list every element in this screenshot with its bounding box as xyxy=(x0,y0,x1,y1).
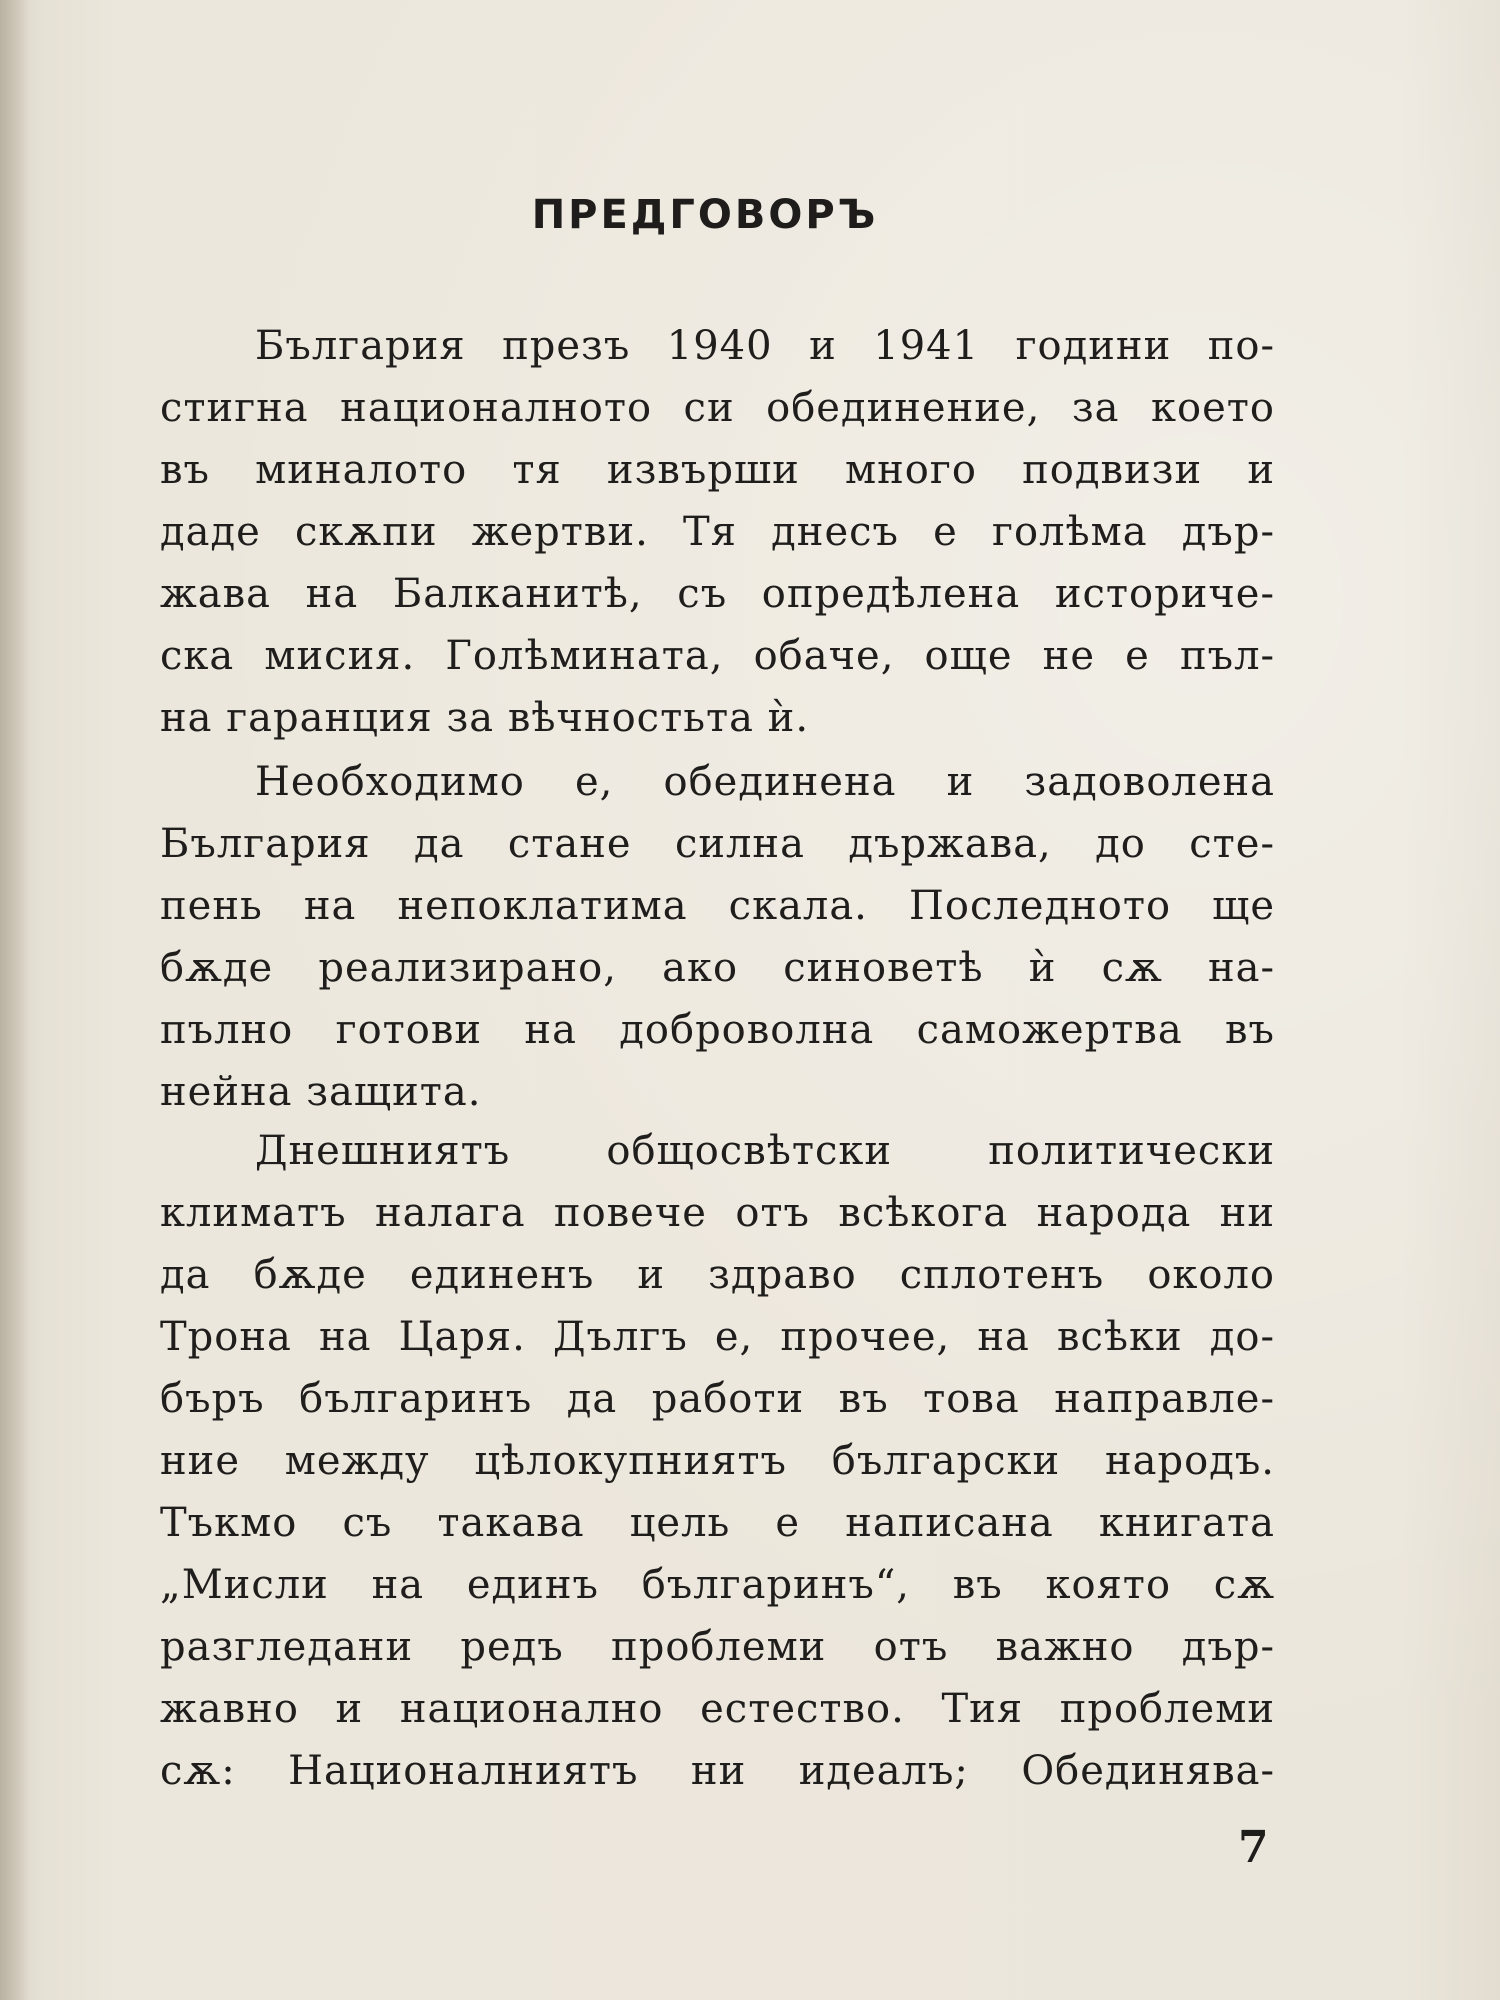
page-number: 7 xyxy=(1238,1822,1269,1873)
text-line: България да стане силна държава, до сте- xyxy=(160,821,1275,867)
text-line: въ миналото тя извърши много подвизи и xyxy=(160,447,1275,493)
text-line: бъръ българинъ да работи въ това направле- xyxy=(160,1376,1275,1422)
text-line: ска мисия. Голѣмината, обаче, още не е пъл- xyxy=(160,633,1275,679)
text-line: разгледани редъ проблеми отъ важно дър- xyxy=(160,1624,1275,1670)
text-line: нейна защита. xyxy=(160,1069,482,1115)
text-line: сѫ: Националниятъ ни идеалъ; Обединява- xyxy=(160,1748,1275,1794)
text-line: Тъкмо съ такава цель е написана книгата xyxy=(160,1500,1275,1546)
spine-shadow xyxy=(0,0,30,2000)
paragraph-3 xyxy=(160,1120,1275,1802)
text-line: да бѫде единенъ и здраво сплотенъ около xyxy=(160,1252,1275,1298)
text-line: Трона на Царя. Дългъ е, прочее, на всѣки до- xyxy=(160,1314,1275,1360)
text-line: Днешниятъ общосвѣтски политически xyxy=(255,1128,1275,1174)
text-line: стигна националното си обединение, за което xyxy=(160,385,1275,431)
text-line: жавно и национално естество. Тия проблеми xyxy=(160,1686,1275,1732)
paragraph-1 xyxy=(160,315,1275,749)
text-line: на гаранция за вѣчностьта ѝ. xyxy=(160,695,810,741)
text-line: пень на непоклатима скала. Последното ще xyxy=(160,883,1275,929)
text-line: Необходимо е, обединена и задоволена xyxy=(255,759,1275,805)
text-line: ние между цѣлокупниятъ български народъ. xyxy=(160,1438,1275,1484)
text-line: България презъ 1940 и 1941 години по- xyxy=(255,323,1275,369)
text-line: бѫде реализирано, ако синоветѣ ѝ сѫ на- xyxy=(160,945,1275,991)
text-line: жава на Балканитѣ, съ опредѣлена историче- xyxy=(160,571,1275,617)
text-line: „Мисли на единъ българинъ“, въ която сѫ xyxy=(160,1562,1275,1608)
paragraph-2 xyxy=(160,751,1275,1123)
text-line: климатъ налага повече отъ всѣкога народа ни xyxy=(160,1190,1275,1236)
text-line: пълно готови на доброволна саможертва въ xyxy=(160,1007,1275,1053)
text-line: даде скѫпи жертви. Тя днесъ е голѣма дър- xyxy=(160,509,1275,555)
page-title: ПРЕДГОВОРЪ xyxy=(531,192,879,238)
